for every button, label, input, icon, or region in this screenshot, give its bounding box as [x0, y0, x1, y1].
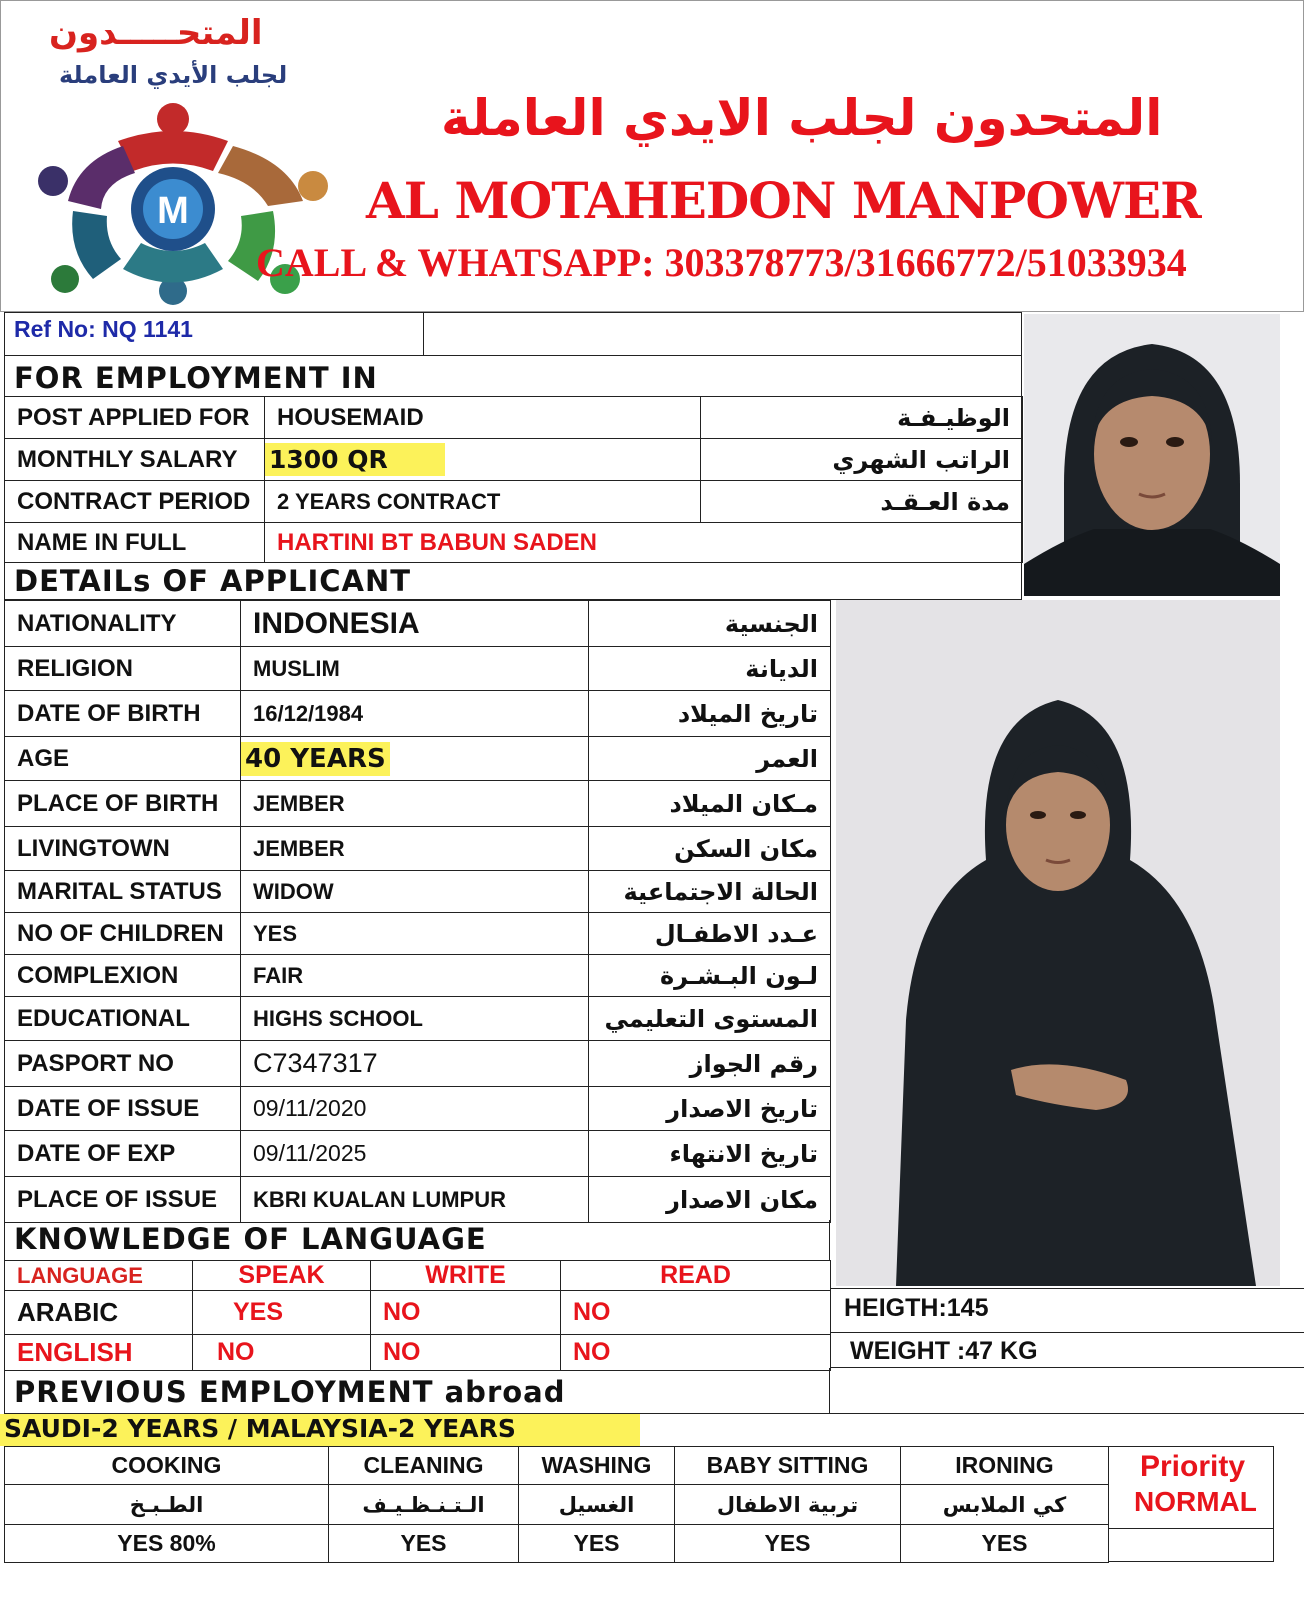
skill-en: CLEANING — [329, 1447, 519, 1485]
detail-value: WIDOW — [241, 871, 589, 913]
skill-ar: كي الملابس — [901, 1485, 1109, 1525]
priority-label: Priority — [1140, 1450, 1246, 1483]
detail-label: DATE OF ISSUE — [5, 1087, 241, 1131]
name-label: NAME IN FULL — [5, 523, 265, 563]
detail-label-arabic: رقم الجواز — [589, 1041, 831, 1087]
contact-numbers: CALL & WHATSAPP: 303378773/31666772/51033934 — [256, 240, 1187, 285]
letterhead — [0, 0, 1304, 312]
detail-label-arabic: المستوى التعليمي — [589, 997, 831, 1041]
detail-label: EDUCATIONAL — [5, 997, 241, 1041]
previous-blank-cell — [830, 1368, 1304, 1414]
detail-value: KBRI KUALAN LUMPUR — [241, 1177, 589, 1223]
detail-label-arabic: الديانة — [589, 647, 831, 691]
detail-label: PLACE OF BIRTH — [5, 781, 241, 827]
table-row — [5, 1177, 831, 1223]
table-row — [5, 691, 831, 737]
detail-value: FAIR — [241, 955, 589, 997]
employment-section-title: FOR EMPLOYMENT IN — [14, 361, 378, 395]
detail-label: LIVINGTOWN — [5, 827, 241, 871]
language-english-read: NO — [561, 1335, 831, 1371]
table-row — [5, 871, 831, 913]
skill-ar: الطـبـخ — [5, 1485, 329, 1525]
table-row — [5, 601, 831, 647]
applicant-name: HARTINI BT BABUN SADEN — [265, 523, 1023, 563]
language-row-arabic — [5, 1291, 831, 1335]
detail-label: PASPORT NO — [5, 1041, 241, 1087]
detail-label-arabic: مكان السكن — [589, 827, 831, 871]
priority-value: NORMAL — [1134, 1486, 1257, 1517]
table-row — [5, 397, 1023, 439]
table-row — [5, 481, 1023, 523]
table-row — [5, 523, 1023, 563]
skill-value: YES — [519, 1525, 675, 1563]
details-table — [4, 600, 831, 1223]
details-section-title: DETAILs OF APPLICANT — [14, 564, 412, 598]
detail-label: PLACE OF ISSUE — [5, 1177, 241, 1223]
skill-en: IRONING — [901, 1447, 1109, 1485]
detail-value: JEMBER — [241, 781, 589, 827]
detail-label: DATE OF BIRTH — [5, 691, 241, 737]
priority-divider — [1108, 1528, 1274, 1529]
portrait-image-icon — [1024, 314, 1280, 596]
table-row — [5, 781, 831, 827]
company-name-arabic: المتحدون لجلب الايدي العاملة — [441, 89, 1163, 147]
detail-label-arabic: تاريخ الانتهاء — [589, 1131, 831, 1177]
skill-en: WASHING — [519, 1447, 675, 1485]
language-arabic-speak: YES — [193, 1291, 371, 1335]
table-row — [5, 1087, 831, 1131]
portrait-photo — [1024, 314, 1280, 596]
detail-value: JEMBER — [241, 827, 589, 871]
detail-label: DATE OF EXP — [5, 1131, 241, 1177]
table-row — [5, 913, 831, 955]
detail-label-arabic: الحالة الاجتماعية — [589, 871, 831, 913]
table-row — [5, 997, 831, 1041]
detail-label-arabic: تاريخ الاصدار — [589, 1087, 831, 1131]
skill-value: YES — [675, 1525, 901, 1563]
language-header-row — [5, 1261, 831, 1291]
detail-label-arabic: عـدد الاطفـال — [589, 913, 831, 955]
detail-value: HIGHS SCHOOL — [241, 997, 589, 1041]
ref-number: Ref No: NQ 1141 — [14, 316, 193, 342]
skill-ar: الغسيل — [519, 1485, 675, 1525]
contract-value: 2 YEARS CONTRACT — [265, 481, 701, 523]
salary-label-arabic: الراتب الشهري — [701, 439, 1023, 481]
skill-value: YES — [329, 1525, 519, 1563]
detail-value: 09/11/2020 — [241, 1087, 589, 1131]
skill-value: YES — [901, 1525, 1109, 1563]
detail-label-arabic: لـون البـشـرة — [589, 955, 831, 997]
detail-label: NATIONALITY — [5, 601, 241, 647]
detail-label: MARITAL STATUS — [5, 871, 241, 913]
contract-label: CONTRACT PERIOD — [5, 481, 265, 523]
detail-value: INDONESIA — [241, 601, 589, 647]
language-english-speak: NO — [193, 1335, 371, 1371]
previous-section-title: PREVIOUS EMPLOYMENT abroad — [14, 1375, 566, 1409]
table-row — [5, 737, 831, 781]
ref-blank-cell — [424, 312, 1022, 356]
table-row — [5, 1131, 831, 1177]
detail-value — [241, 737, 589, 781]
detail-label: NO OF CHILDREN — [5, 913, 241, 955]
table-row — [5, 439, 1023, 481]
language-header-write: WRITE — [371, 1261, 561, 1291]
skills-table — [4, 1446, 1109, 1563]
detail-label: COMPLEXION — [5, 955, 241, 997]
language-header-read: READ — [561, 1261, 831, 1291]
company-name-english: AL MOTAHEDON MANPOWER — [366, 171, 1201, 230]
table-row — [5, 955, 831, 997]
contract-label-arabic: مدة العـقـد — [701, 481, 1023, 523]
detail-value: 16/12/1984 — [241, 691, 589, 737]
detail-value: MUSLIM — [241, 647, 589, 691]
skill-ar: تربية الاطفال — [675, 1485, 901, 1525]
logo-arabic-tagline: لجلب الأيدي العاملة — [59, 61, 288, 89]
language-row-english — [5, 1335, 831, 1371]
logo-letter: M — [157, 190, 189, 232]
table-row — [5, 1041, 831, 1087]
post-label-arabic: الوظيـفـة — [701, 397, 1023, 439]
language-arabic-name: ARABIC — [5, 1291, 193, 1335]
detail-label-arabic: مـكان الميلاد — [589, 781, 831, 827]
language-arabic-write: NO — [371, 1291, 561, 1335]
language-english-name: ENGLISH — [5, 1335, 193, 1371]
language-header-speak: SPEAK — [193, 1261, 371, 1291]
detail-label: AGE — [5, 737, 241, 781]
salary-value: 1300 QR — [265, 443, 445, 476]
skills-arabic-row — [5, 1485, 1109, 1525]
language-english-write: NO — [371, 1335, 561, 1371]
detail-label-arabic: العمر — [589, 737, 831, 781]
detail-value: 09/11/2025 — [241, 1131, 589, 1177]
weight-value: WEIGHT :47 KG — [850, 1337, 1038, 1365]
full-body-photo — [836, 600, 1280, 1286]
skill-en: BABY SITTING — [675, 1447, 901, 1485]
previous-employment-value: SAUDI-2 YEARS / MALAYSIA-2 YEARS — [4, 1414, 516, 1443]
skill-value: YES 80% — [5, 1525, 329, 1563]
skills-label-row — [5, 1447, 1109, 1485]
language-header-language: LANGUAGE — [5, 1261, 193, 1291]
table-row — [5, 827, 831, 871]
post-value: HOUSEMAID — [265, 397, 701, 439]
detail-label-arabic: مكان الاصدار — [589, 1177, 831, 1223]
language-table — [4, 1260, 831, 1371]
detail-label-arabic: تاريخ الميلاد — [589, 691, 831, 737]
table-row — [5, 647, 831, 691]
language-arabic-read: NO — [561, 1291, 831, 1335]
skills-value-row — [5, 1525, 1109, 1563]
post-label: POST APPLIED FOR — [5, 397, 265, 439]
age-value: 40 YEARS — [241, 742, 390, 776]
detail-label-arabic: الجنسية — [589, 601, 831, 647]
full-body-image-icon — [836, 600, 1280, 1286]
salary-label: MONTHLY SALARY — [5, 439, 265, 481]
skill-en: COOKING — [5, 1447, 329, 1485]
logo-arabic-name: المتحـــــدون — [49, 13, 263, 53]
detail-value: C7347317 — [241, 1041, 589, 1087]
language-section-title: KNOWLEDGE OF LANGUAGE — [14, 1222, 487, 1256]
detail-label: RELIGION — [5, 647, 241, 691]
employment-table — [4, 396, 1023, 563]
skill-ar: الـتـنـظـيـف — [329, 1485, 519, 1525]
measurements-divider — [830, 1332, 1304, 1333]
detail-value: YES — [241, 913, 589, 955]
height-value: HEIGTH:145 — [844, 1294, 989, 1322]
